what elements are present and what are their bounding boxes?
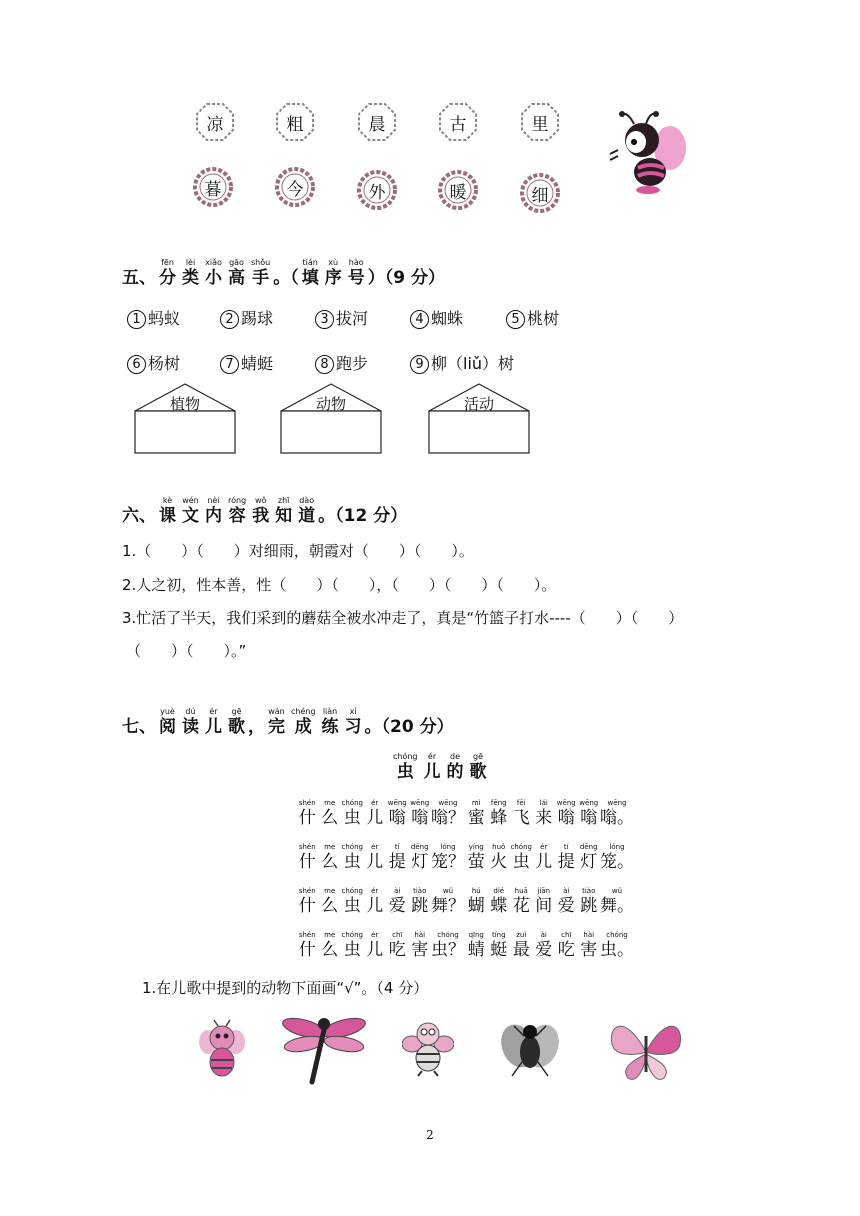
hanzi: 间 [535, 896, 553, 916]
poem-char [296, 799, 319, 829]
poem-char [341, 799, 364, 829]
poem-char [386, 887, 409, 917]
char-badge: 暮 [193, 167, 233, 207]
question-6-3-cont: （ ）（ ）。” [126, 642, 247, 660]
pinyin: shén [298, 887, 316, 895]
pinyin: chóng [341, 843, 363, 851]
poem-line [296, 799, 634, 829]
hanzi: 儿 [366, 852, 384, 872]
poem-char [296, 887, 319, 917]
pinyin: shén [298, 843, 316, 851]
bee-icon[interactable] [198, 1018, 246, 1084]
poem-char [319, 843, 342, 873]
poem-char [296, 931, 319, 961]
hanzi: 蜂 [490, 808, 508, 828]
poem-char [386, 843, 409, 873]
char-badge: 晨 [357, 102, 397, 142]
char-badge: 里 [520, 102, 560, 142]
hanzi: 么 [321, 808, 339, 828]
poem-char [488, 799, 511, 829]
poem-char [341, 887, 364, 917]
pinyin: shén [298, 799, 316, 807]
hanzi: 嗡。 [600, 808, 634, 828]
pinyin: ér [540, 843, 548, 851]
pinyin: ài [540, 931, 547, 939]
poem-char [341, 931, 364, 961]
pinyin: chóng [341, 887, 363, 895]
poem-char [488, 887, 511, 917]
option-item: 5 桃树 [506, 306, 559, 329]
pinyin: shén [298, 931, 316, 939]
hanzi: 蜻 [467, 940, 485, 960]
fly-icon[interactable] [500, 1016, 560, 1082]
hanzi: 蜜 [467, 808, 485, 828]
dragonfly-icon[interactable] [282, 1014, 366, 1086]
poem-char [409, 931, 432, 961]
pinyin: chī [392, 931, 403, 939]
hanzi: 跳 [580, 896, 598, 916]
pinyin: chóng [341, 799, 363, 807]
pinyin: ér [371, 843, 379, 851]
poem-char [488, 843, 511, 873]
poem-char [386, 931, 409, 961]
pinyin: tí [394, 843, 400, 851]
poem-title: chóng 虫 ér 儿 de 的 gē 歌 [393, 752, 487, 782]
poem-line [296, 843, 634, 873]
hanzi: 吃 [388, 940, 406, 960]
hanzi: 虫 [343, 896, 361, 916]
pinyin: wēng [410, 799, 430, 807]
char-badge: 凉 [195, 102, 235, 142]
bug-icon[interactable] [402, 1018, 454, 1078]
category-house-plants: 植物 [134, 383, 236, 455]
hanzi: 么 [321, 852, 339, 872]
option-item: 8 跑步 [315, 351, 368, 374]
char-badge: 细 [520, 173, 560, 213]
hanzi: 舞。 [600, 896, 634, 916]
char-badge: 暖 [438, 170, 478, 210]
question-6-2: 2.人之初，性本善，性（ ）（ ），（ ）（ ）（ ）。 [122, 576, 557, 594]
hanzi: 害 [580, 940, 598, 960]
poem-char [488, 931, 511, 961]
hanzi: 儿 [366, 808, 384, 828]
hanzi: 虫。 [600, 940, 634, 960]
hanzi: 虫 [343, 940, 361, 960]
poem-char [364, 887, 387, 917]
hanzi: 萤 [467, 852, 485, 872]
pinyin: chóng [341, 931, 363, 939]
hanzi: 儿 [366, 940, 384, 960]
hanzi: 蝶 [490, 896, 508, 916]
page-number: 2 [426, 1128, 434, 1142]
poem-char [578, 931, 601, 961]
poem-char [409, 843, 432, 873]
question-7-1: 1.在儿歌中提到的动物下面画“√”。（4 分） [142, 979, 429, 997]
hanzi: 蜓 [490, 940, 508, 960]
hanzi: 害 [411, 940, 429, 960]
category-house-animals[interactable]: 动物 [280, 383, 382, 455]
poem-char [555, 799, 578, 829]
pinyin: wēng [438, 799, 458, 807]
hanzi: 虫 [343, 808, 361, 828]
pinyin: qīng [468, 931, 484, 939]
poem-char [600, 887, 634, 917]
pinyin: huā [514, 887, 528, 895]
pinyin: yíng [468, 843, 484, 851]
poem-char [533, 843, 556, 873]
hanzi: 嗡 [580, 808, 598, 828]
pinyin: me [324, 931, 336, 939]
poem-char [431, 843, 465, 873]
poem-char [465, 799, 488, 829]
poem-char [510, 931, 533, 961]
pinyin: tí [563, 843, 569, 851]
pinyin: tiào [413, 887, 427, 895]
pinyin: fēng [490, 799, 507, 807]
poem-char [533, 799, 556, 829]
poem-char [465, 887, 488, 917]
pinyin: dēng [410, 843, 429, 851]
hanzi: 爱 [535, 940, 553, 960]
poem-char [578, 887, 601, 917]
poem-char [319, 887, 342, 917]
hanzi: 火 [490, 852, 508, 872]
hanzi: 嗡 [557, 808, 575, 828]
hanzi: 虫 [512, 852, 530, 872]
hanzi: 笼？ [431, 852, 465, 872]
pinyin: jiān [537, 887, 551, 895]
option-item: 2 踢球 [220, 306, 273, 329]
hanzi: 爱 [557, 896, 575, 916]
poem-char [386, 799, 409, 829]
poem-char [600, 799, 634, 829]
pinyin: me [324, 799, 336, 807]
pinyin: hài [414, 931, 426, 939]
poem-char [510, 843, 533, 873]
poem-char [319, 931, 342, 961]
poem-char [578, 843, 601, 873]
hanzi: 爱 [388, 896, 406, 916]
pinyin: ér [371, 931, 379, 939]
hanzi: 嗡？ [431, 808, 465, 828]
pinyin: me [324, 887, 336, 895]
option-item: 7 蜻蜓 [220, 351, 273, 374]
poem-char [431, 887, 465, 917]
pinyin: mì [471, 799, 481, 807]
hanzi: 蝴 [467, 896, 485, 916]
hanzi: 提 [557, 852, 575, 872]
pinyin: wēng [579, 799, 599, 807]
option-item: 1 蚂蚁 [127, 306, 180, 329]
char-badge: 今 [275, 167, 315, 207]
hanzi: 嗡 [388, 808, 406, 828]
poem-char [465, 931, 488, 961]
poem-char [555, 843, 578, 873]
hanzi: 虫？ [431, 940, 465, 960]
pinyin: ér [371, 887, 379, 895]
poem-char [364, 843, 387, 873]
char-badge: 古 [438, 102, 478, 142]
poem-char [510, 887, 533, 917]
hanzi: 飞 [512, 808, 530, 828]
pinyin: ài [394, 887, 401, 895]
hanzi: 什 [298, 940, 316, 960]
pinyin: ài [563, 887, 570, 895]
hanzi: 花 [512, 896, 530, 916]
char-badge: 外 [357, 170, 397, 210]
pinyin: wēng [387, 799, 407, 807]
hanzi: 吃 [557, 940, 575, 960]
poem-char [409, 887, 432, 917]
pinyin: hú [471, 887, 481, 895]
pinyin: chóng [606, 931, 628, 939]
pinyin: chī [561, 931, 572, 939]
hanzi: 什 [298, 808, 316, 828]
hanzi: 什 [298, 852, 316, 872]
poem-char [431, 799, 465, 829]
pinyin: wēng [556, 799, 576, 807]
butterfly-icon[interactable] [606, 1018, 686, 1084]
pinyin: tíng [491, 931, 506, 939]
char-badge: 粗 [275, 102, 315, 142]
option-item: 4 蜘蛛 [410, 306, 463, 329]
pinyin: huǒ [492, 843, 506, 851]
pinyin: chóng [437, 931, 459, 939]
pinyin: wǔ [611, 887, 623, 895]
poem-line [296, 931, 634, 961]
question-6-3: 3.忙活了半天，我们采到的蘑菇全被水冲走了，真是“竹篮子打水----（ ）（ ） [122, 609, 684, 627]
pinyin: zuì [516, 931, 527, 939]
pinyin: wǔ [442, 887, 454, 895]
pinyin: lóng [609, 843, 625, 851]
hanzi: 跳 [411, 896, 429, 916]
pinyin: dié [493, 887, 505, 895]
hanzi: 来 [535, 808, 553, 828]
pinyin: tiào [582, 887, 596, 895]
pinyin: me [324, 843, 336, 851]
hanzi: 虫 [343, 852, 361, 872]
hanzi: 么 [321, 896, 339, 916]
hanzi: 嗡 [411, 808, 429, 828]
section-7-heading: 七、 yuè 阅 dú 读 ér 儿 gē 歌 ， wán 完 chéng 成 liàn 练 xí 习 。（20 分） [122, 707, 454, 737]
poem-char [533, 931, 556, 961]
hanzi: 提 [388, 852, 406, 872]
section-6-heading: 六、 kè 课 wén 文 nèi 内 róng 容 wǒ 我 zhī 知 dào 道 。（12 分） [122, 496, 408, 526]
poem-char [600, 931, 634, 961]
option-item: 6 杨树 [127, 351, 180, 374]
poem-char [555, 887, 578, 917]
category-house-activities[interactable]: 活动 [428, 383, 530, 455]
pinyin: fēi [516, 799, 526, 807]
hanzi: 灯 [411, 852, 429, 872]
hanzi: 什 [298, 896, 316, 916]
hanzi: 最 [512, 940, 530, 960]
hanzi: 笼。 [600, 852, 634, 872]
pinyin: lóng [440, 843, 456, 851]
option-item: 9 柳（liǔ）树 [410, 351, 514, 374]
pinyin: lái [539, 799, 548, 807]
section-5-heading: 五、 fēn 分 lèi 类 xiǎo 小 gāo 高 shǒu 手 。（ tián 填 xù 序 hào 号 ）（9 分） [122, 258, 445, 288]
poem-char [555, 931, 578, 961]
option-item: 3 拔河 [315, 306, 368, 329]
poem-char [364, 799, 387, 829]
question-6-1: 1.（ ）（ ）对细雨，朝霞对（ ）（ ）。 [122, 542, 474, 560]
poem-char [341, 843, 364, 873]
poem-char [533, 887, 556, 917]
poem-char [431, 931, 465, 961]
poem-char [296, 843, 319, 873]
hanzi: 灯 [580, 852, 598, 872]
hanzi: 儿 [535, 852, 553, 872]
pinyin: chóng [510, 843, 532, 851]
bee-mascot-icon [608, 110, 692, 198]
poem-char [409, 799, 432, 829]
pinyin: ér [371, 799, 379, 807]
poem-char [465, 843, 488, 873]
poem-char [364, 931, 387, 961]
hanzi: 么 [321, 940, 339, 960]
poem-char [600, 843, 634, 873]
pinyin: hài [583, 931, 595, 939]
hanzi: 舞？ [431, 896, 465, 916]
poem-line [296, 887, 634, 917]
hanzi: 儿 [366, 896, 384, 916]
poem-char [510, 799, 533, 829]
poem-char [319, 799, 342, 829]
pinyin: wēng [607, 799, 627, 807]
poem-char [578, 799, 601, 829]
pinyin: dēng [579, 843, 598, 851]
